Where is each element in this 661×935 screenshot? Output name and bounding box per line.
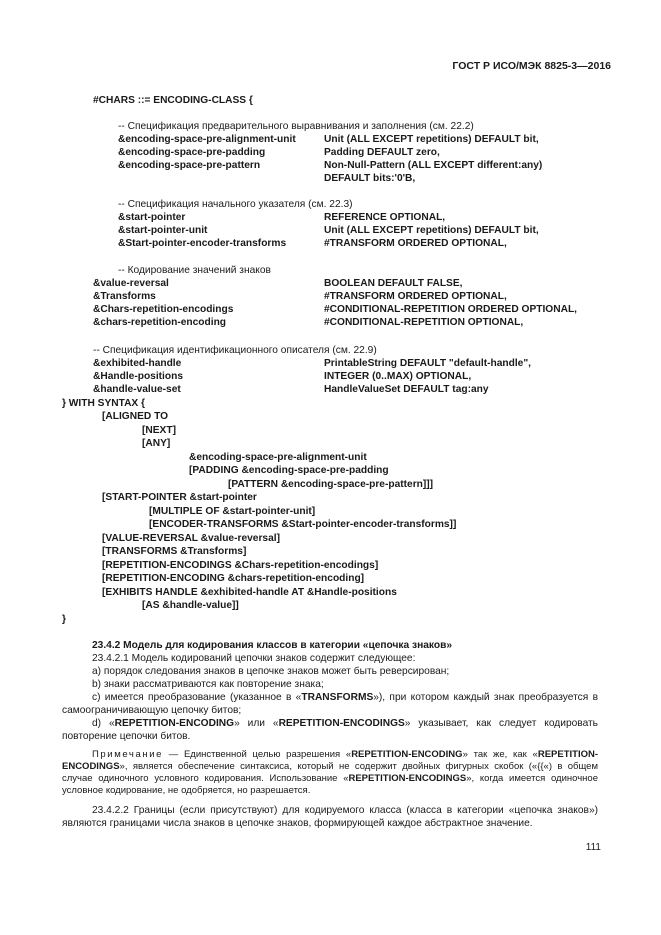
field-name: &start-pointer [118, 212, 186, 223]
syntax-line: [START-POINTER &start-pointer [102, 492, 257, 503]
syntax-line: } WITH SYNTAX { [62, 398, 146, 409]
syntax-line: [AS &handle-value]] [142, 600, 239, 611]
field-name: &chars-repetition-encoding [93, 317, 227, 328]
syntax-line: [VALUE-REVERSAL &value-reversal] [102, 533, 280, 544]
syntax-line: [ALIGNED TO [102, 411, 169, 422]
definition-head: #CHARS ::= ENCODING-CLASS { [93, 95, 253, 106]
comment-start-pointer: -- Спецификация начального указателя (см. 22.3) [118, 199, 353, 210]
page-number: 111 [585, 842, 601, 853]
field-name: &Transforms [93, 291, 156, 302]
list-item-b: b) знаки рассматриваются как повторение знака; [92, 679, 324, 690]
syntax-line: [MULTIPLE OF &start-pointer-unit] [149, 506, 316, 517]
field-name: &Start-pointer-encoder-transforms [118, 238, 287, 249]
document-header: ГОСТ Р ИСО/МЭК 8825-3—2016 [452, 60, 611, 72]
field-type: REFERENCE OPTIONAL, [324, 212, 446, 223]
syntax-line: [ENCODER-TRANSFORMS &Start-pointer-encoder-transforms]] [149, 519, 457, 530]
syntax-line: [REPETITION-ENCODING &chars-repetition-encoding] [102, 573, 365, 584]
syntax-line: [PADDING &encoding-space-pre-padding [189, 465, 389, 476]
field-type: DEFAULT bits:'0'B, [324, 173, 416, 184]
paragraph-intro: 23.4.2.1 Модель кодирований цепочки знаков содержит следующее: [92, 653, 416, 664]
comment-padding: -- Спецификация предварительного выравнивания и заполнения (см. 22.2) [118, 121, 474, 132]
field-name: &Handle-positions [93, 371, 183, 382]
syntax-line: [NEXT] [142, 425, 176, 436]
field-type: BOOLEAN DEFAULT FALSE, [324, 278, 463, 289]
comment-handle: -- Спецификация идентификационного описателя (см. 22.9) [93, 345, 377, 356]
list-item-c: с) имеется преобразование (указанное в «TRANSFORMS»), при котором каждый знак преобразуется в самоограничивающую цепочку битов; [62, 692, 598, 716]
field-name: &encoding-space-pre-pattern [118, 160, 261, 171]
field-name: &handle-value-set [93, 384, 181, 395]
syntax-line: [EXHIBITS HANDLE &exhibited-handle AT &Handle-positions [102, 587, 397, 598]
field-name: &encoding-space-pre-padding [118, 147, 266, 158]
field-type: #TRANSFORM ORDERED OPTIONAL, [324, 238, 507, 249]
list-item-a: а) порядок следования знаков в цепочке знаков может быть реверсирован; [92, 666, 450, 677]
paragraph-bounds: 23.4.2.2 Границы (если присутствуют) для кодируемого класса (класса в категории «цепочка знаков») являются границами числа знаков в цепочке знаков, формирующей каждое абстрактное значение. [62, 805, 598, 829]
syntax-line: [ANY] [142, 438, 171, 449]
field-type: Non-Null-Pattern (ALL EXCEPT different:any) [324, 160, 543, 171]
section-title: 23.4.2 Модель для кодирования классов в категории «цепочка знаков» [92, 640, 453, 651]
syntax-line: &encoding-space-pre-alignment-unit [189, 452, 367, 463]
field-name: &exhibited-handle [93, 358, 182, 369]
field-type: HandleValueSet DEFAULT tag:any [324, 384, 489, 395]
note: Примечание — Единственной целью разрешения «REPETITION-ENCODING» так же, как «REPETITION-ENCODINGS», является обеспечение синтаксиса, который не содержит двойных фигурных скобок («{{«) в общем случае одиночного условного кодирования. Использование «REPETITION-ENCODINGS», когда имеется одиночное условное кодирование, не одобряется, но разрешается. [62, 749, 598, 796]
comment-char-values: -- Кодирование значений знаков [118, 265, 271, 276]
list-item-d: d) «REPETITION-ENCODING» или «REPETITION-ENCODINGS» указывает, как следует кодировать повторение цепочки битов. [62, 718, 598, 742]
field-name: &start-pointer-unit [118, 225, 208, 236]
field-type: PrintableString DEFAULT "default-handle", [324, 358, 532, 369]
syntax-line: [TRANSFORMS &Transforms] [102, 546, 247, 557]
syntax-line: [REPETITION-ENCODINGS &Chars-repetition-encodings] [102, 560, 379, 571]
field-type: Padding DEFAULT zero, [324, 147, 440, 158]
field-type: #CONDITIONAL-REPETITION ORDERED OPTIONAL, [324, 304, 577, 315]
field-type: #CONDITIONAL-REPETITION OPTIONAL, [324, 317, 524, 328]
field-name: &value-reversal [93, 278, 169, 289]
field-name: &encoding-space-pre-alignment-unit [118, 134, 296, 145]
field-name: &Chars-repetition-encodings [93, 304, 234, 315]
field-type: Unit (ALL EXCEPT repetitions) DEFAULT bit, [324, 134, 539, 145]
syntax-line: [PATTERN &encoding-space-pre-pattern]]] [228, 479, 434, 490]
syntax-line: } [62, 614, 66, 625]
field-type: INTEGER (0..MAX) OPTIONAL, [324, 371, 472, 382]
field-type: #TRANSFORM ORDERED OPTIONAL, [324, 291, 507, 302]
field-type: Unit (ALL EXCEPT repetitions) DEFAULT bit, [324, 225, 539, 236]
